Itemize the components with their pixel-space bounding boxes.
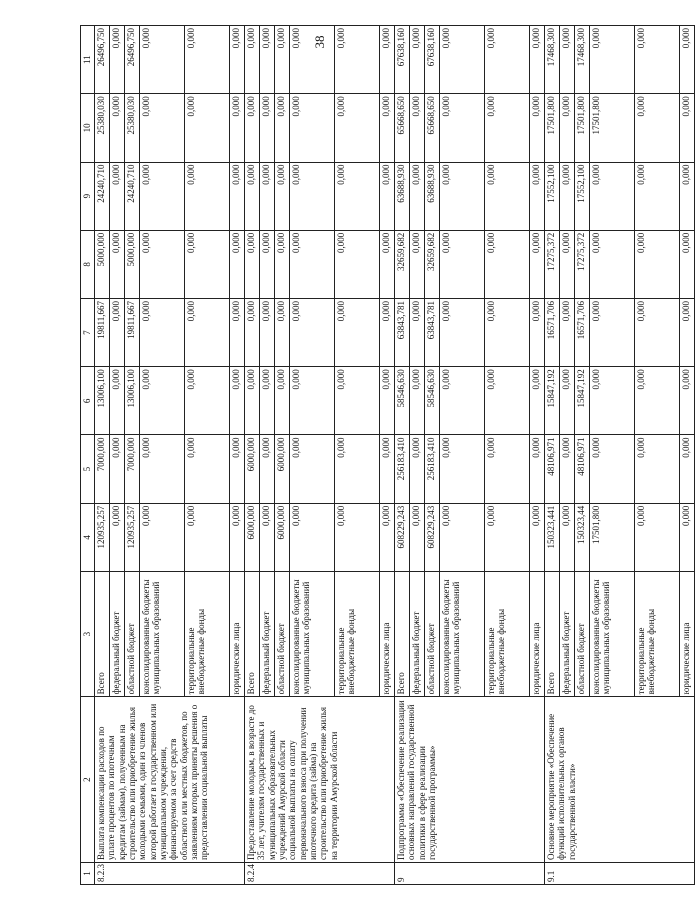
amount-cell: 0,000 <box>260 298 275 366</box>
amount-cell: 0,000 <box>260 26 275 94</box>
amount-cell: 0,000 <box>230 230 245 298</box>
amount-cell: 0,000 <box>530 503 545 571</box>
amount-cell: 6000,000 <box>275 435 290 503</box>
amount-cell: 0,000 <box>530 94 545 162</box>
amount-cell: 26496,750 <box>95 26 110 94</box>
amount-cell: 0,000 <box>140 367 185 435</box>
header-cell: 3 <box>81 571 95 696</box>
amount-cell: 58546,630 <box>395 367 410 435</box>
amount-cell: 0,000 <box>140 26 185 94</box>
amount-cell: 0,000 <box>110 94 125 162</box>
amount-cell: 0,000 <box>275 230 290 298</box>
amount-cell: 0,000 <box>230 503 245 571</box>
amount-cell: 0,000 <box>485 435 530 503</box>
amount-cell: 0,000 <box>185 230 230 298</box>
amount-cell: 0,000 <box>260 503 275 571</box>
amount-cell: 0,000 <box>440 367 485 435</box>
header-cell: 9 <box>81 162 95 230</box>
amount-cell: 0,000 <box>140 298 185 366</box>
amount-cell: 0,000 <box>110 26 125 94</box>
amount-cell: 17501,800 <box>590 94 635 162</box>
amount-cell: 0,000 <box>530 26 545 94</box>
amount-cell: 0,000 <box>230 94 245 162</box>
amount-cell: 0,000 <box>590 367 635 435</box>
amount-cell: 0,000 <box>110 230 125 298</box>
amount-cell: 0,000 <box>110 162 125 230</box>
amount-cell: 0,000 <box>485 94 530 162</box>
funding-source: консолидированные бюджеты муниципальных образований <box>290 571 335 696</box>
amount-cell: 0,000 <box>410 298 425 366</box>
amount-cell: 0,000 <box>440 230 485 298</box>
amount-cell: 26496,750 <box>125 26 140 94</box>
amount-cell: 0,000 <box>245 230 260 298</box>
amount-cell: 67638,160 <box>425 26 440 94</box>
amount-cell: 0,000 <box>245 94 260 162</box>
funding-source: юридические лица <box>380 571 395 696</box>
amount-cell: 0,000 <box>230 435 245 503</box>
funding-source: территориальные внебюджетные фонды <box>635 571 680 696</box>
amount-cell: 0,000 <box>290 367 335 435</box>
amount-cell: 0,000 <box>140 162 185 230</box>
amount-cell: 0,000 <box>410 503 425 571</box>
amount-cell: 0,000 <box>410 94 425 162</box>
funding-source: консолидированные бюджеты муниципальных образований <box>590 571 635 696</box>
amount-cell: 48106,971 <box>575 435 590 503</box>
amount-cell: 0,000 <box>335 94 380 162</box>
amount-cell: 0,000 <box>335 367 380 435</box>
funding-source: областной бюджет <box>575 571 590 696</box>
header-cell: 7 <box>81 298 95 366</box>
amount-cell: 6000,000 <box>245 435 260 503</box>
amount-cell: 0,000 <box>635 26 680 94</box>
amount-cell: 0,000 <box>635 162 680 230</box>
amount-cell: 0,000 <box>275 298 290 366</box>
amount-cell: 0,000 <box>485 503 530 571</box>
amount-cell: 0,000 <box>530 162 545 230</box>
amount-cell: 0,000 <box>275 26 290 94</box>
row-code: 9 <box>395 862 545 884</box>
amount-cell: 0,000 <box>185 367 230 435</box>
funding-source: юридические лица <box>230 571 245 696</box>
amount-cell: 256183,410 <box>395 435 410 503</box>
amount-cell: 0,000 <box>290 503 335 571</box>
amount-cell: 0,000 <box>440 26 485 94</box>
amount-cell: 0,000 <box>245 298 260 366</box>
amount-cell: 17501,800 <box>545 94 560 162</box>
amount-cell: 67638,160 <box>395 26 410 94</box>
amount-cell: 0,000 <box>440 435 485 503</box>
amount-cell: 0,000 <box>230 367 245 435</box>
amount-cell: 17501,800 <box>575 94 590 162</box>
amount-cell: 0,000 <box>230 26 245 94</box>
amount-cell: 150323,44 <box>575 503 590 571</box>
amount-cell: 0,000 <box>230 162 245 230</box>
amount-cell: 0,000 <box>185 298 230 366</box>
amount-cell: 0,000 <box>590 162 635 230</box>
header-cell: 10 <box>81 94 95 162</box>
amount-cell: 0,000 <box>380 162 395 230</box>
activity-name: Основное мероприятие «Обеспечение функций исполнительных органов государственной власти» <box>545 697 695 863</box>
funding-source: юридические лица <box>530 571 545 696</box>
amount-cell: 0,000 <box>635 435 680 503</box>
amount-cell: 0,000 <box>410 26 425 94</box>
amount-cell: 6000,000 <box>245 503 260 571</box>
amount-cell: 25380,030 <box>125 94 140 162</box>
funding-source: Всего <box>95 571 110 696</box>
amount-cell: 0,000 <box>260 230 275 298</box>
amount-cell: 0,000 <box>485 298 530 366</box>
amount-cell: 0,000 <box>380 435 395 503</box>
amount-cell: 150323,441 <box>545 503 560 571</box>
amount-cell: 0,000 <box>230 298 245 366</box>
amount-cell: 0,000 <box>635 367 680 435</box>
amount-cell: 0,000 <box>260 435 275 503</box>
amount-cell: 0,000 <box>140 230 185 298</box>
amount-cell: 0,000 <box>380 230 395 298</box>
amount-cell: 0,000 <box>530 298 545 366</box>
amount-cell: 0,000 <box>335 503 380 571</box>
amount-cell: 0,000 <box>680 503 695 571</box>
activity-name: Подпрограмма «Обеспечение реализации основных направлений государственной политики в сфере реализации государственной программы» <box>395 697 545 863</box>
amount-cell: 0,000 <box>380 367 395 435</box>
amount-cell: 0,000 <box>560 503 575 571</box>
budget-table <box>80 25 695 885</box>
amount-cell: 0,000 <box>110 435 125 503</box>
amount-cell: 0,000 <box>680 367 695 435</box>
amount-cell: 120935,257 <box>125 503 140 571</box>
amount-cell: 0,000 <box>560 298 575 366</box>
amount-cell: 0,000 <box>140 435 185 503</box>
amount-cell: 0,000 <box>290 230 335 298</box>
amount-cell: 0,000 <box>440 503 485 571</box>
amount-cell: 0,000 <box>440 94 485 162</box>
amount-cell: 16571,706 <box>575 298 590 366</box>
amount-cell: 65668,650 <box>395 94 410 162</box>
amount-cell: 0,000 <box>485 367 530 435</box>
funding-source: областной бюджет <box>125 571 140 696</box>
amount-cell: 0,000 <box>290 26 335 94</box>
funding-source: консолидированные бюджеты муниципальных образований <box>140 571 185 696</box>
amount-cell: 0,000 <box>335 230 380 298</box>
row-code: 8.2.4 <box>245 862 395 884</box>
header-cell: 11 <box>81 26 95 94</box>
header-cell: 6 <box>81 367 95 435</box>
amount-cell: 0,000 <box>140 503 185 571</box>
header-cell: 4 <box>81 503 95 571</box>
funding-source: федеральный бюджет <box>410 571 425 696</box>
table-row <box>95 26 110 885</box>
activity-name: Предоставление молодым, в возрасте до 35 лет, учителям государственных и муниципальных образовательных учреждений Амурской области социальной выплаты на оплату первоначального взноса при получении ипотечного кредита (займа) на строительство или приобретение жилья на территории Амурской области <box>245 697 395 863</box>
table-row <box>545 26 560 885</box>
amount-cell: 0,000 <box>290 298 335 366</box>
funding-source: областной бюджет <box>275 571 290 696</box>
amount-cell: 17552,100 <box>575 162 590 230</box>
amount-cell: 17552,100 <box>545 162 560 230</box>
amount-cell: 0,000 <box>380 503 395 571</box>
amount-cell: 0,000 <box>410 230 425 298</box>
amount-cell: 48106,971 <box>545 435 560 503</box>
amount-cell: 15847,192 <box>575 367 590 435</box>
amount-cell: 0,000 <box>185 26 230 94</box>
amount-cell: 0,000 <box>530 230 545 298</box>
amount-cell: 0,000 <box>290 162 335 230</box>
amount-cell: 13006,100 <box>95 367 110 435</box>
amount-cell: 63843,781 <box>425 298 440 366</box>
amount-cell: 5000,000 <box>95 230 110 298</box>
amount-cell: 0,000 <box>560 435 575 503</box>
amount-cell: 0,000 <box>590 230 635 298</box>
funding-source: Всего <box>545 571 560 696</box>
amount-cell: 0,000 <box>380 94 395 162</box>
funding-source: федеральный бюджет <box>560 571 575 696</box>
funding-source: Всего <box>395 571 410 696</box>
amount-cell: 63843,781 <box>395 298 410 366</box>
amount-cell: 0,000 <box>110 367 125 435</box>
amount-cell: 0,000 <box>635 298 680 366</box>
amount-cell: 0,000 <box>290 435 335 503</box>
amount-cell: 256183,410 <box>425 435 440 503</box>
funding-source: территориальные внебюджетные фонды <box>485 571 530 696</box>
amount-cell: 0,000 <box>185 435 230 503</box>
amount-cell: 0,000 <box>410 367 425 435</box>
amount-cell: 19811,667 <box>95 298 110 366</box>
amount-cell: 65668,650 <box>425 94 440 162</box>
amount-cell: 0,000 <box>110 503 125 571</box>
funding-source: территориальные внебюджетные фонды <box>185 571 230 696</box>
amount-cell: 0,000 <box>560 162 575 230</box>
rotated-table-container <box>80 25 691 885</box>
amount-cell: 0,000 <box>410 435 425 503</box>
amount-cell: 0,000 <box>530 367 545 435</box>
amount-cell: 0,000 <box>410 162 425 230</box>
amount-cell: 24240,710 <box>125 162 140 230</box>
amount-cell: 0,000 <box>680 162 695 230</box>
funding-source: Всего <box>245 571 260 696</box>
amount-cell: 0,000 <box>590 435 635 503</box>
header-cell: 2 <box>81 697 95 863</box>
amount-cell: 0,000 <box>185 503 230 571</box>
amount-cell: 120935,257 <box>95 503 110 571</box>
amount-cell: 0,000 <box>185 162 230 230</box>
amount-cell: 0,000 <box>290 94 335 162</box>
amount-cell: 0,000 <box>140 94 185 162</box>
amount-cell: 608229,243 <box>395 503 410 571</box>
amount-cell: 0,000 <box>590 298 635 366</box>
amount-cell: 0,000 <box>680 298 695 366</box>
amount-cell: 17468,300 <box>545 26 560 94</box>
amount-cell: 0,000 <box>380 298 395 366</box>
amount-cell: 0,000 <box>485 162 530 230</box>
amount-cell: 0,000 <box>275 94 290 162</box>
amount-cell: 0,000 <box>440 162 485 230</box>
row-code: 9.1 <box>545 862 695 884</box>
amount-cell: 0,000 <box>335 26 380 94</box>
amount-cell: 0,000 <box>335 298 380 366</box>
funding-source: федеральный бюджет <box>110 571 125 696</box>
amount-cell: 0,000 <box>335 162 380 230</box>
amount-cell: 17468,300 <box>575 26 590 94</box>
amount-cell: 0,000 <box>530 435 545 503</box>
amount-cell: 0,000 <box>680 435 695 503</box>
amount-cell: 17501,800 <box>590 503 635 571</box>
amount-cell: 0,000 <box>440 298 485 366</box>
page-number: 38 <box>312 35 327 49</box>
amount-cell: 0,000 <box>335 435 380 503</box>
amount-cell: 0,000 <box>560 230 575 298</box>
amount-cell: 63688,930 <box>395 162 410 230</box>
amount-cell: 0,000 <box>635 503 680 571</box>
table-row <box>395 26 410 885</box>
amount-cell: 15847,192 <box>545 367 560 435</box>
amount-cell: 24240,710 <box>95 162 110 230</box>
amount-cell: 32659,682 <box>425 230 440 298</box>
amount-cell: 0,000 <box>560 367 575 435</box>
funding-source: юридические лица <box>680 571 695 696</box>
funding-source: областной бюджет <box>425 571 440 696</box>
header-cell: 5 <box>81 435 95 503</box>
amount-cell: 0,000 <box>260 367 275 435</box>
amount-cell: 0,000 <box>560 26 575 94</box>
amount-cell: 608229,243 <box>425 503 440 571</box>
funding-source: консолидированные бюджеты муниципальных образований <box>440 571 485 696</box>
amount-cell: 7000,000 <box>125 435 140 503</box>
amount-cell: 0,000 <box>485 26 530 94</box>
header-row <box>81 26 95 885</box>
header-cell: 8 <box>81 230 95 298</box>
amount-cell: 0,000 <box>590 26 635 94</box>
amount-cell: 0,000 <box>245 26 260 94</box>
row-code: 8.2.3 <box>95 862 245 884</box>
amount-cell: 0,000 <box>635 230 680 298</box>
amount-cell: 63688,930 <box>425 162 440 230</box>
amount-cell: 17275,372 <box>575 230 590 298</box>
amount-cell: 0,000 <box>680 26 695 94</box>
activity-name: Выплата компенсации расходов по уплате процентов по ипотечным кредитам (займам), полученным на строительство или приобретение жилья молодыми семьями, один из членов которой работает в государственном или муниципальном учреждении, финансируемом за счет средств областного или местных бюджетов, по заявлениям которых приняты решения о предоставлении социальной выплаты <box>95 697 245 863</box>
amount-cell: 0,000 <box>635 94 680 162</box>
funding-source: территориальные внебюджетные фонды <box>335 571 380 696</box>
amount-cell: 0,000 <box>560 94 575 162</box>
amount-cell: 6000,000 <box>275 503 290 571</box>
amount-cell: 0,000 <box>275 367 290 435</box>
amount-cell: 19811,667 <box>125 298 140 366</box>
amount-cell: 0,000 <box>245 367 260 435</box>
amount-cell: 0,000 <box>260 94 275 162</box>
header-cell: 1 <box>81 862 95 884</box>
amount-cell: 0,000 <box>485 230 530 298</box>
amount-cell: 13006,100 <box>125 367 140 435</box>
amount-cell: 5000,000 <box>125 230 140 298</box>
amount-cell: 32659,682 <box>395 230 410 298</box>
amount-cell: 17275,372 <box>545 230 560 298</box>
amount-cell: 16571,706 <box>545 298 560 366</box>
amount-cell: 25380,030 <box>95 94 110 162</box>
amount-cell: 0,000 <box>380 26 395 94</box>
amount-cell: 0,000 <box>110 298 125 366</box>
amount-cell: 0,000 <box>185 94 230 162</box>
amount-cell: 0,000 <box>680 230 695 298</box>
funding-source: федеральный бюджет <box>260 571 275 696</box>
amount-cell: 7000,000 <box>95 435 110 503</box>
amount-cell: 0,000 <box>680 94 695 162</box>
amount-cell: 58546,630 <box>425 367 440 435</box>
amount-cell: 0,000 <box>245 162 260 230</box>
amount-cell: 0,000 <box>260 162 275 230</box>
table-row <box>245 26 260 885</box>
amount-cell: 0,000 <box>275 162 290 230</box>
